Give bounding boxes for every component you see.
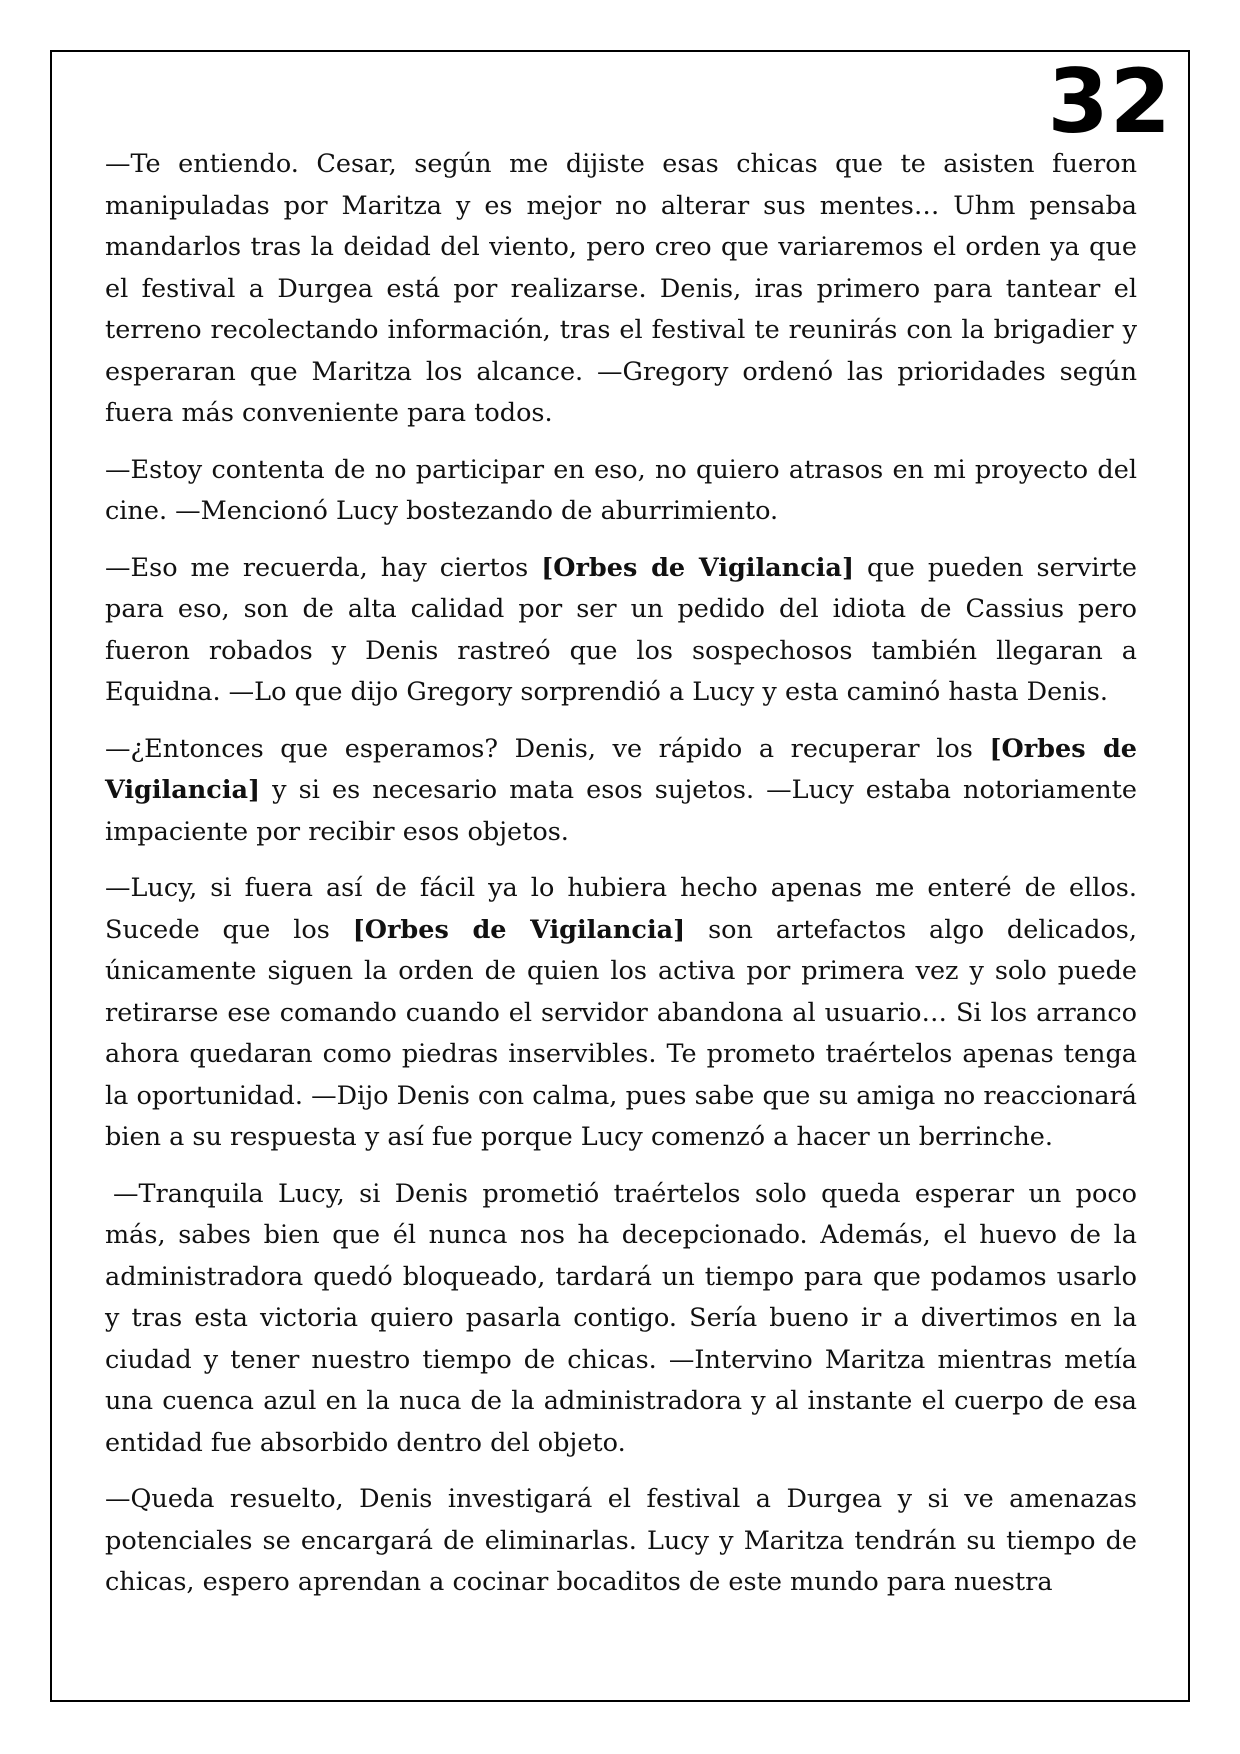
text-run: —Lucy, si fuera así de fácil ya lo hubiera hecho apenas me enteré de ellos. Sucede que los [105,873,1137,945]
text-run: son artefactos algo delicados, únicamente siguen la orden de quien los activa por primera vez y solo puede retirarse ese comando cuando el servidor abandona al usuario… Si los arranco ahora quedaran como piedras inservibles. Te prometo traértelos apenas tenga la oportunidad. —Dijo Denis con calma, pues sabe que su amiga no reaccionará bien a su respuesta y así fue porque Lucy comenzó a hacer un berrinche. [105,914,1137,1152]
text-run: que pueden servirte para eso, son de alta calidad por ser un pedido del idiota de Cassius pero fueron robados y Denis rastreó que los sospechosos también llegaran a Equidna. —Lo que dijo Gregory sorprendió a Lucy y esta caminó hasta Denis. [105,552,1137,707]
bold-term: [Orbes de Vigilancia] [105,733,1137,805]
text-run: —Estoy contenta de no participar en eso, no quiero atrasos en mi proyecto del cine. —Mencionó Lucy bostezando de aburrimiento. [105,454,1137,526]
paragraph [105,729,1137,854]
paragraph [105,548,1137,714]
bold-term: [Orbes de Vigilancia] [541,552,855,583]
text-run: —Queda resuelto, Denis investigará el festival a Durgea y si ve amenazas potenciales se encargará de eliminarlas. Lucy y Maritza tendrán su tiempo de chicas, espero aprendan a cocinar bocaditos de este mundo para nuestra [105,1484,1137,1597]
paragraph [105,1174,1137,1465]
document-body [105,144,1137,1619]
paragraph [105,868,1137,1159]
paragraph [105,144,1137,435]
text-run: —Eso me recuerda, hay ciertos [105,552,542,583]
text-run: —Te entiendo. Cesar, según me dijiste esas chicas que te asisten fueron manipuladas por Maritza y es mejor no alterar sus mentes… Uhm pensaba mandarlos tras la deidad del viento, pero creo que variaremos el orden ya que el festival a Durgea está por realizarse. Denis, iras primero para tantear el terreno recolectando información, tras el festival te reunirás con la brigadier y esperaran que Maritza los alcance. —Gregory ordenó las prioridades según fuera más conveniente para todos. [105,149,1137,428]
text-run: y si es necesario mata esos sujetos. —Lucy estaba notoriamente impaciente por recibir esos objetos. [105,775,1137,847]
paragraph [105,1479,1137,1604]
bold-term: [Orbes de Vigilancia] [352,914,686,945]
paragraph [105,450,1137,533]
text-run: —Tranquila Lucy, si Denis prometió traértelos solo queda esperar un poco más, sabes bien que él nunca nos ha decepcionado. Además, el huevo de la administradora quedó bloqueado, tardará un tiempo para que podamos usarlo y tras esta victoria quiero pasarla contigo. Sería bueno ir a divertimos en la ciudad y tener nuestro tiempo de chicas. —Intervino Maritza mientras metía una cuenca azul en la nuca de la administradora y al instante el cuerpo de esa entidad fue absorbido dentro del objeto. [105,1178,1137,1458]
page-number: 32 [1047,50,1172,153]
text-run: —¿Entonces que esperamos? Denis, ve rápido a recuperar los [105,733,990,764]
